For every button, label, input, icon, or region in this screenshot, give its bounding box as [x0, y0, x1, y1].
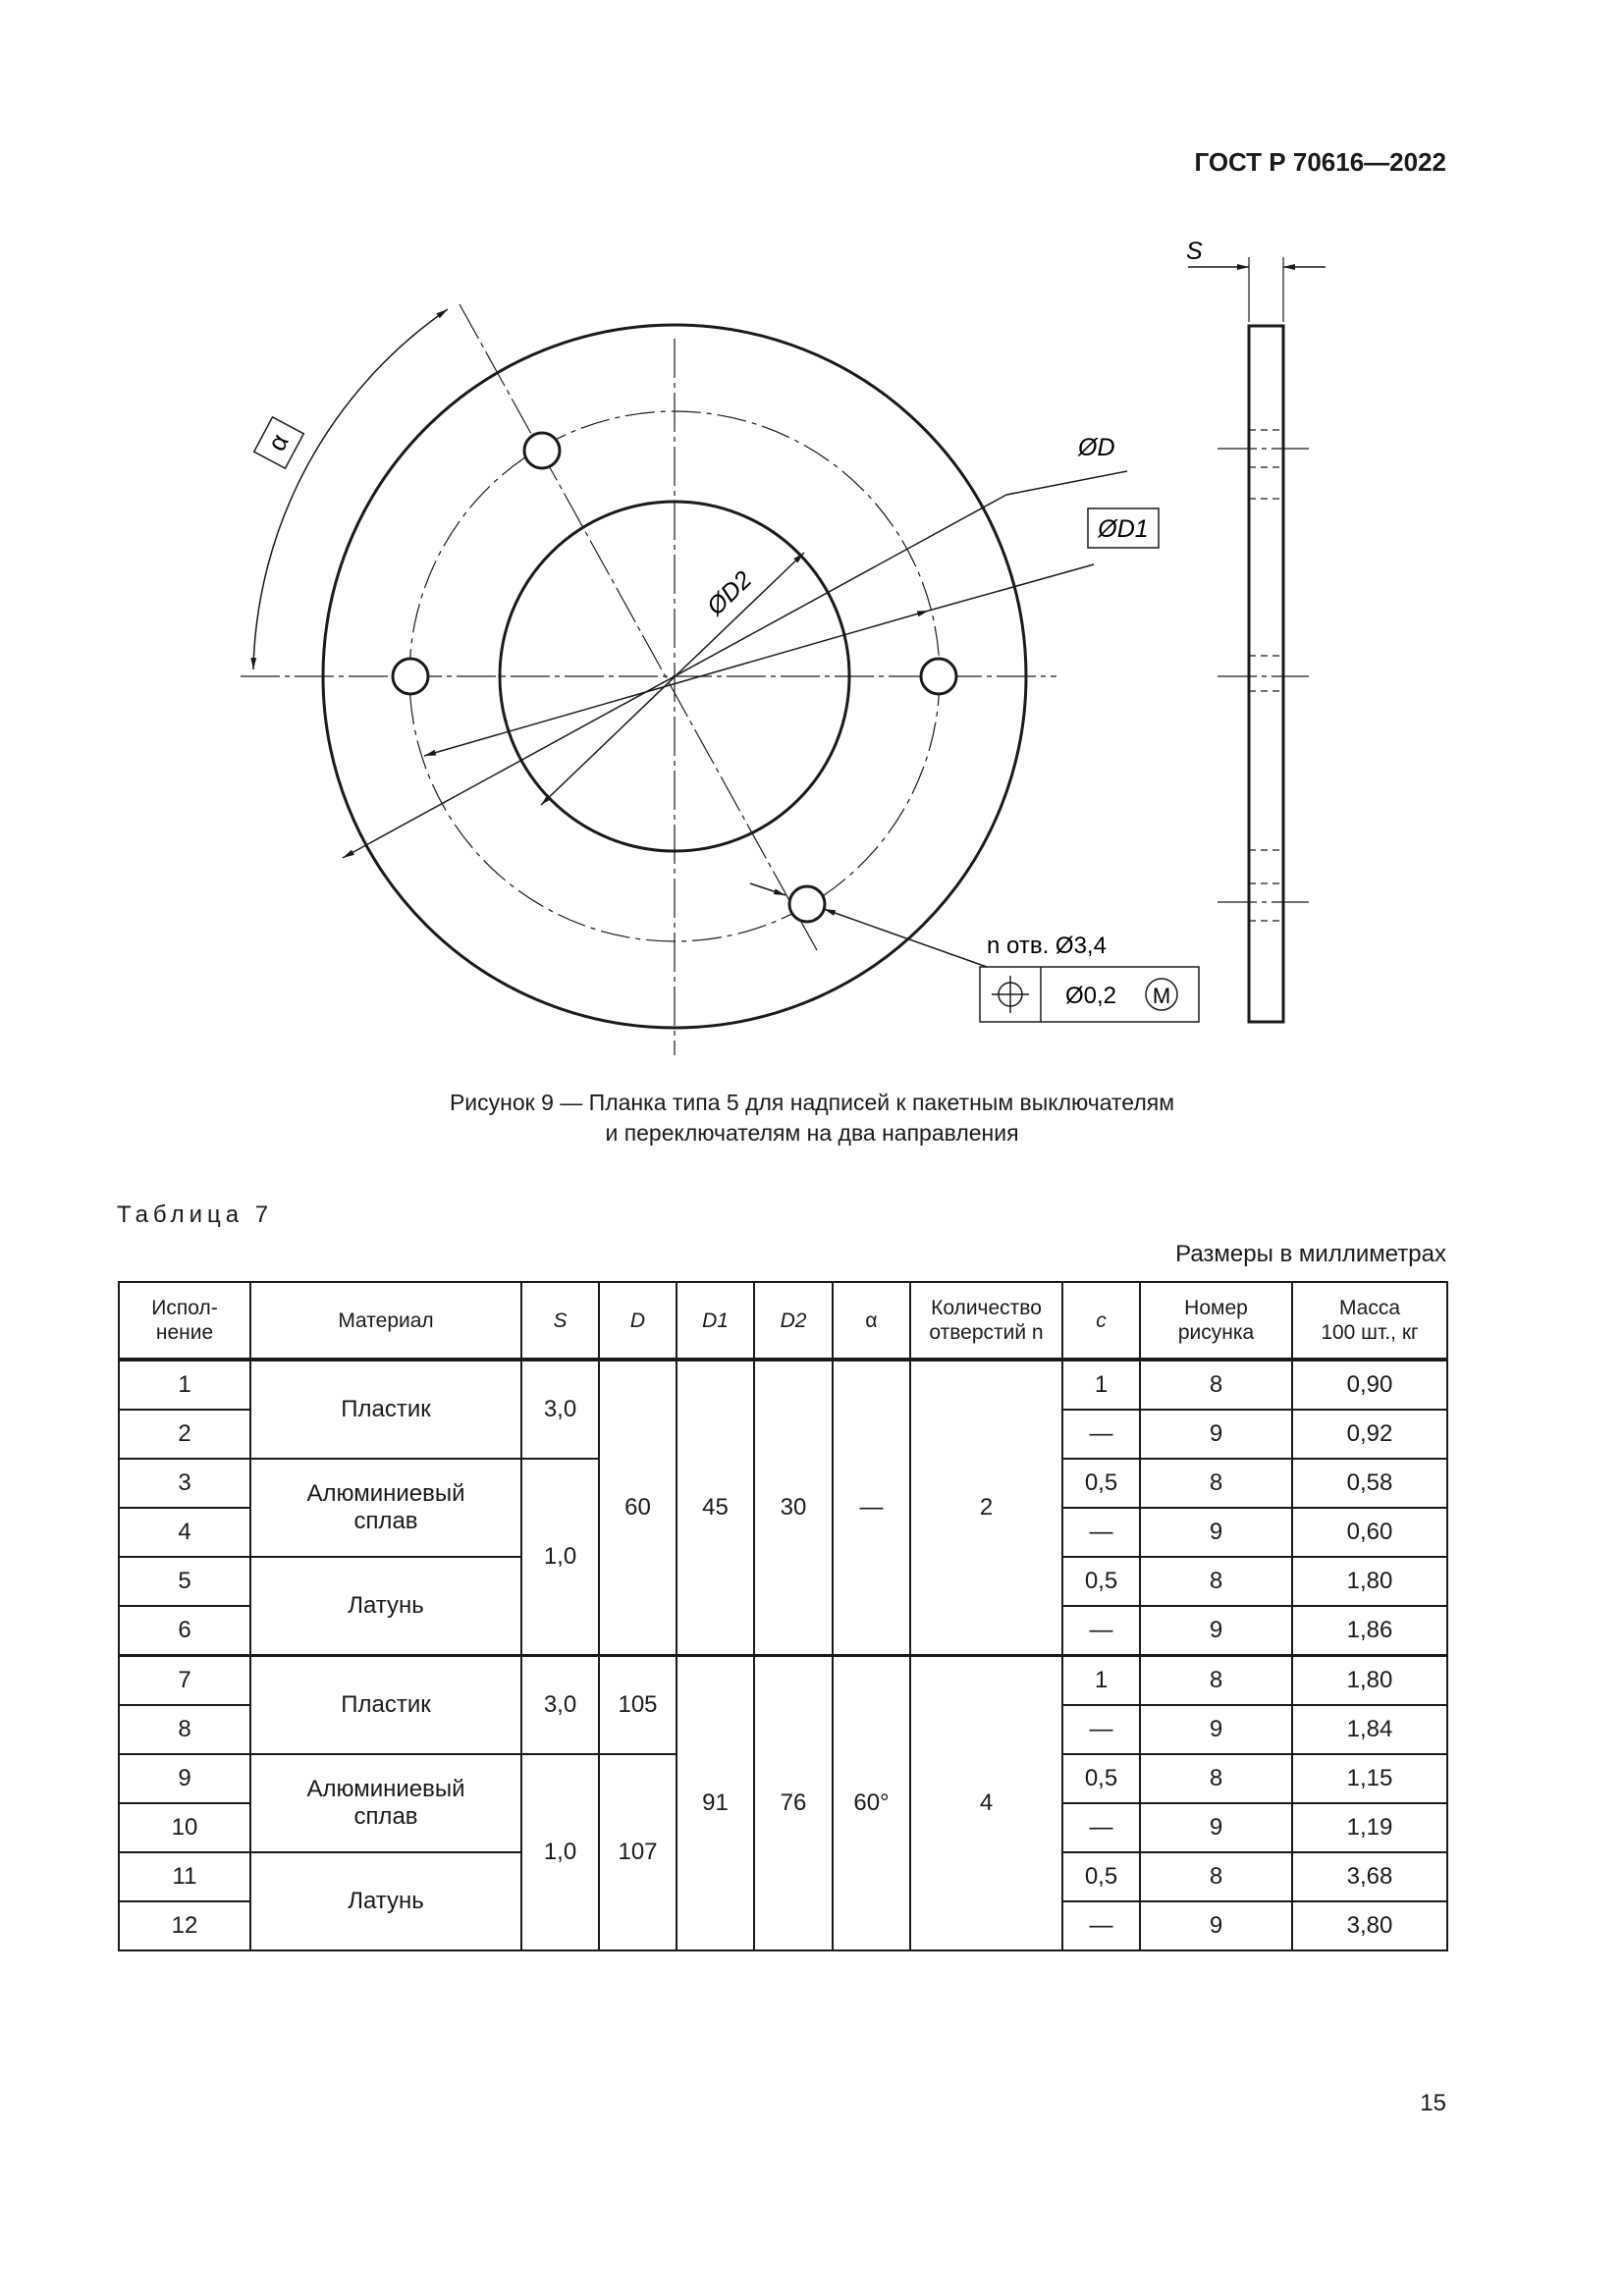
- spec-table: [118, 1281, 1448, 1951]
- tolerance-value: Ø0,2: [1065, 983, 1117, 1009]
- table-row: [119, 1360, 1447, 1410]
- cell-d1: 91: [677, 1656, 754, 1951]
- cell-c: 0,5: [1062, 1557, 1140, 1606]
- cell-c: —: [1062, 1410, 1140, 1459]
- cell-figure: 8: [1140, 1754, 1292, 1803]
- d-label: ØD: [1078, 434, 1115, 461]
- cell-holes: 4: [910, 1656, 1062, 1951]
- cell-d1: 45: [677, 1360, 754, 1656]
- s-label: S: [1186, 238, 1203, 265]
- cell-alpha: —: [833, 1360, 910, 1656]
- cell-variant: 12: [119, 1901, 250, 1950]
- figure-caption-line1: Рисунок 9 — Планка типа 5 для надписей к пакетным выключателям: [449, 1090, 1175, 1115]
- table-label: Таблица 7: [117, 1201, 274, 1228]
- d1-label: ØD1: [1098, 515, 1149, 543]
- cell-c: 1: [1062, 1360, 1140, 1410]
- cell-mass: 1,80: [1292, 1557, 1447, 1606]
- cell-variant: 5: [119, 1557, 250, 1606]
- cell-s: 1,0: [521, 1459, 599, 1656]
- cell-mass: 1,15: [1292, 1754, 1447, 1803]
- cell-c: 0,5: [1062, 1754, 1140, 1803]
- cell-s: 3,0: [521, 1656, 599, 1755]
- cell-variant: 2: [119, 1410, 250, 1459]
- cell-mass: 1,86: [1292, 1606, 1447, 1656]
- cell-d: 107: [599, 1754, 677, 1950]
- cell-mass: 1,19: [1292, 1803, 1447, 1852]
- header-mass: Масса 100 шт., кг: [1292, 1282, 1447, 1360]
- cell-mass: 0,92: [1292, 1410, 1447, 1459]
- cell-c: —: [1062, 1508, 1140, 1557]
- cell-mass: 3,68: [1292, 1852, 1447, 1901]
- page-number: 15: [1420, 2090, 1446, 2116]
- header-figure: Номер рисунка: [1140, 1282, 1292, 1360]
- tolerance-modifier: M: [1152, 984, 1171, 1008]
- cell-variant: 9: [119, 1754, 250, 1803]
- cell-c: 0,5: [1062, 1852, 1140, 1901]
- cell-figure: 8: [1140, 1852, 1292, 1901]
- cell-variant: 6: [119, 1606, 250, 1656]
- cell-figure: 9: [1140, 1901, 1292, 1950]
- side-view: [1188, 257, 1326, 1022]
- cell-variant: 3: [119, 1459, 250, 1508]
- cell-c: 1: [1062, 1656, 1140, 1706]
- holes-note: n отв. Ø3,4: [987, 933, 1107, 959]
- cell-s: 3,0: [521, 1360, 599, 1459]
- cell-figure: 8: [1140, 1656, 1292, 1706]
- cell-figure: 9: [1140, 1606, 1292, 1656]
- units-note: Размеры в миллиметрах: [1175, 1241, 1446, 1267]
- cell-mass: 1,84: [1292, 1705, 1447, 1754]
- d2-label: ØD2: [701, 565, 758, 621]
- cell-d2: 76: [754, 1656, 833, 1951]
- cell-c: —: [1062, 1803, 1140, 1852]
- cell-d: 105: [599, 1656, 677, 1755]
- cell-figure: 9: [1140, 1410, 1292, 1459]
- header-d1: D1: [677, 1282, 754, 1360]
- cell-material: Алюминиевый сплав: [250, 1754, 521, 1852]
- cell-holes: 2: [910, 1360, 1062, 1656]
- header-c: c: [1062, 1282, 1140, 1360]
- table-header-row: [119, 1282, 1447, 1360]
- alpha-label: α: [261, 428, 295, 456]
- cell-mass: 3,80: [1292, 1901, 1447, 1950]
- cell-mass: 1,80: [1292, 1656, 1447, 1706]
- cell-variant: 8: [119, 1705, 250, 1754]
- cell-mass: 0,58: [1292, 1459, 1447, 1508]
- cell-d2: 30: [754, 1360, 833, 1656]
- cell-variant: 11: [119, 1852, 250, 1901]
- cell-mass: 0,60: [1292, 1508, 1447, 1557]
- dimension-lines: [253, 309, 1127, 967]
- cell-figure: 9: [1140, 1705, 1292, 1754]
- cell-s: 1,0: [521, 1754, 599, 1950]
- technical-drawing: [0, 0, 1624, 1099]
- cell-c: —: [1062, 1606, 1140, 1656]
- figure-caption-line2: и переключателям на два направления: [605, 1120, 1019, 1146]
- cell-material: Алюминиевый сплав: [250, 1459, 521, 1557]
- cell-figure: 8: [1140, 1459, 1292, 1508]
- header-d: D: [599, 1282, 677, 1360]
- cell-alpha: 60°: [833, 1656, 910, 1951]
- header-alpha: α: [833, 1282, 910, 1360]
- cell-d: 60: [599, 1360, 677, 1656]
- cell-figure: 9: [1140, 1803, 1292, 1852]
- cell-c: 0,5: [1062, 1459, 1140, 1508]
- cell-figure: 8: [1140, 1557, 1292, 1606]
- header-d2: D2: [754, 1282, 833, 1360]
- header-material: Материал: [250, 1282, 521, 1360]
- cell-variant: 1: [119, 1360, 250, 1410]
- document-id: ГОСТ Р 70616—2022: [1194, 147, 1446, 177]
- cell-variant: 10: [119, 1803, 250, 1852]
- cell-figure: 8: [1140, 1360, 1292, 1410]
- cell-variant: 7: [119, 1656, 250, 1706]
- cell-c: —: [1062, 1705, 1140, 1754]
- cell-mass: 0,90: [1292, 1360, 1447, 1410]
- header-s: S: [521, 1282, 599, 1360]
- cell-c: —: [1062, 1901, 1140, 1950]
- cell-material: Пластик: [250, 1360, 521, 1459]
- cell-material: Пластик: [250, 1656, 521, 1755]
- cell-figure: 9: [1140, 1508, 1292, 1557]
- cell-material: Латунь: [250, 1852, 521, 1950]
- header-holes: Количество отверстий n: [910, 1282, 1062, 1360]
- cell-material: Латунь: [250, 1557, 521, 1656]
- cell-variant: 4: [119, 1508, 250, 1557]
- header-variant: Испол- нение: [119, 1282, 250, 1360]
- table-row: [119, 1656, 1447, 1706]
